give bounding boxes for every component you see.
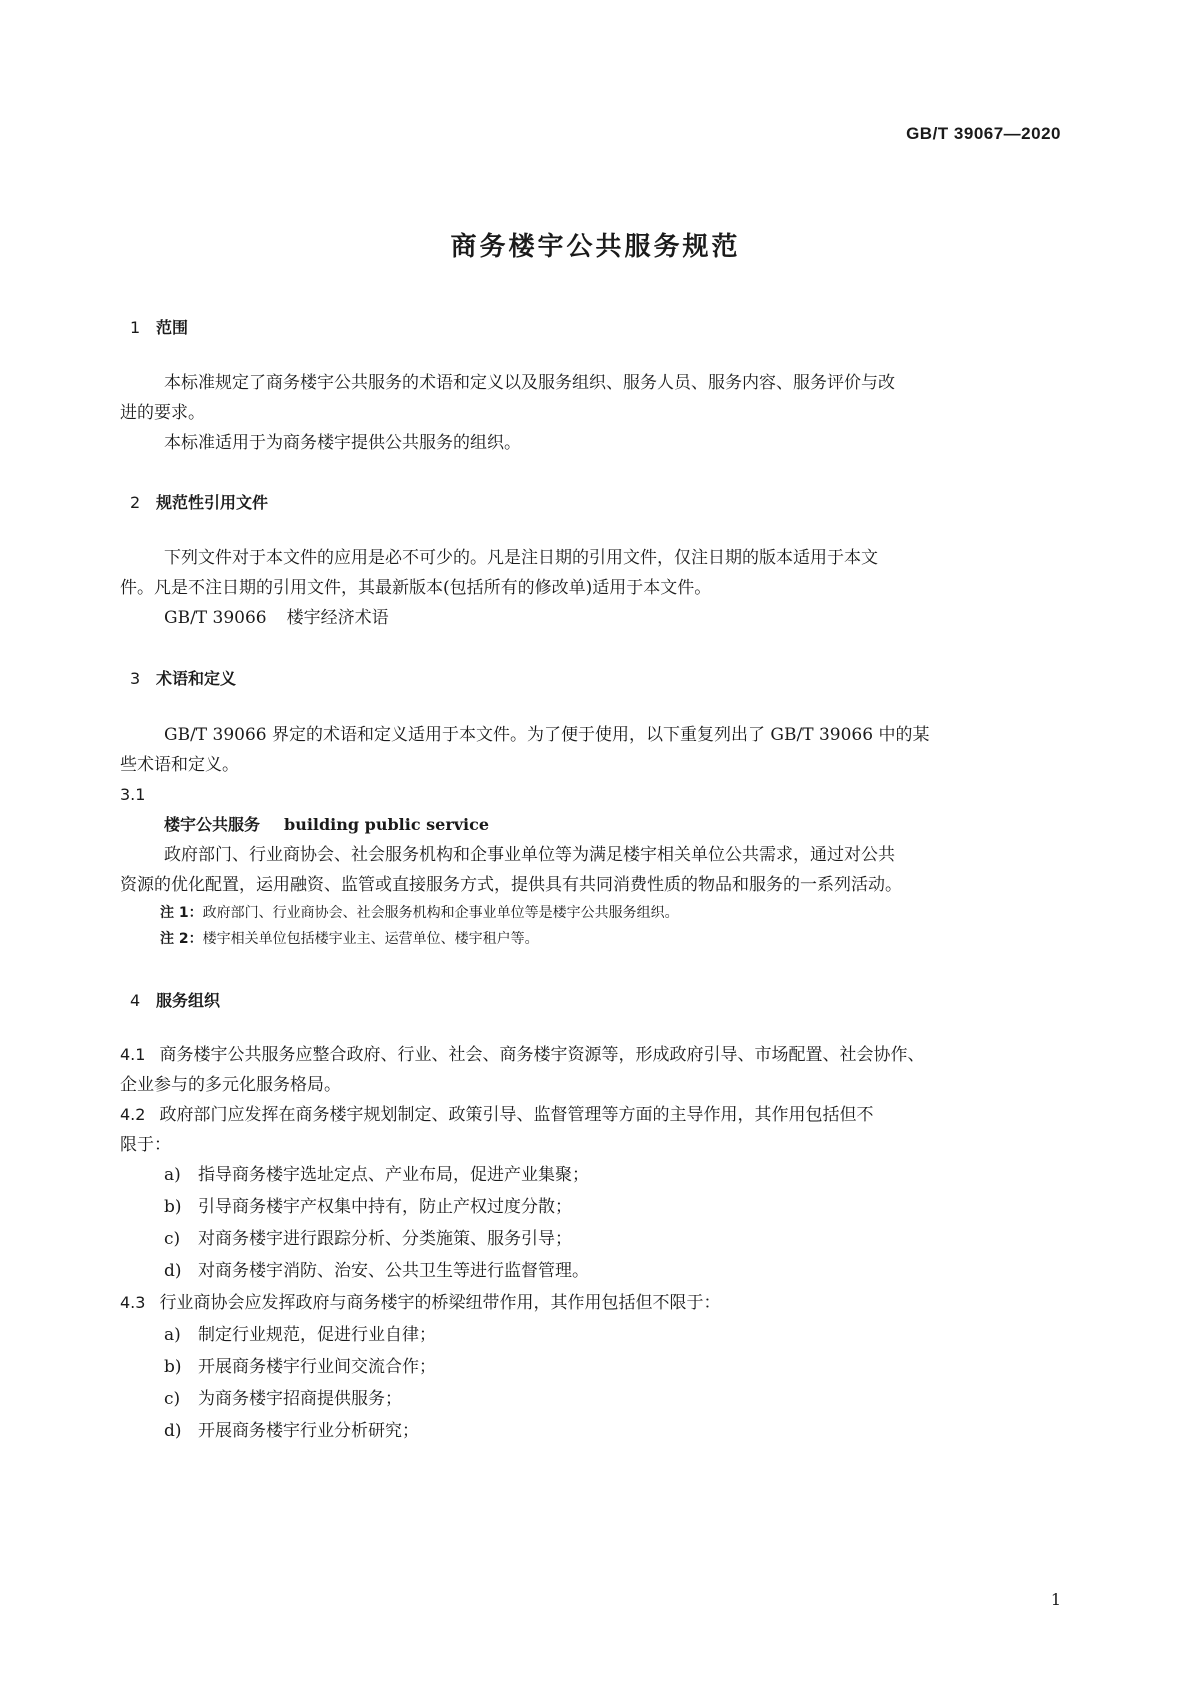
section-number: 1 xyxy=(130,318,141,337)
section-3-heading xyxy=(130,666,236,689)
term-english: building public service xyxy=(284,815,490,834)
term-definition-line-1: 政府部门、行业商协会、社会服务机构和企事业单位等为满足楼宇相关单位公共需求，通过对公共 xyxy=(164,845,895,865)
section-1-heading xyxy=(130,315,188,338)
note-label: 注 1： xyxy=(160,905,203,921)
section-title: 范围 xyxy=(156,318,189,337)
term-definition-line-2: 资源的优化配置，运用融资、监管或直接服务方式，提供具有共同消费性质的物品和服务的一系列活动。 xyxy=(120,875,902,895)
reference-code: GB/T 39066 xyxy=(164,608,267,628)
list-item xyxy=(164,1320,436,1350)
list-item-text: 对商务楼宇进行跟踪分析、分类施策、服务引导； xyxy=(198,1229,572,1249)
list-item-text: 引导商务楼宇产权集中持有，防止产权过度分散； xyxy=(198,1197,572,1217)
term-chinese: 楼宇公共服务 xyxy=(164,815,261,834)
section-title: 规范性引用文件 xyxy=(156,493,269,512)
list-item xyxy=(164,1384,402,1414)
list-item xyxy=(164,1256,589,1286)
list-item-mark: d) xyxy=(164,1261,182,1281)
section-number: 2 xyxy=(130,493,141,512)
clause-4-1-line-1 xyxy=(120,1040,924,1070)
section-3-paragraph-1-line-2: 些术语和定义。 xyxy=(120,755,239,775)
section-number: 3 xyxy=(130,669,141,688)
clause-text: 商务楼宇公共服务应整合政府、行业、社会、商务楼宇资源等，形成政府引导、市场配置、社会协作、 xyxy=(159,1045,925,1065)
term-entry xyxy=(164,810,489,840)
reference-title: 楼宇经济术语 xyxy=(286,608,389,628)
list-item-text: 指导商务楼宇选址定点、产业布局，促进产业集聚； xyxy=(198,1165,589,1185)
page-number: 1 xyxy=(1050,1590,1061,1609)
document-title: 商务楼宇公共服务规范 xyxy=(450,232,741,262)
standard-code: GB/T 39067—2020 xyxy=(906,124,1061,143)
list-item xyxy=(164,1416,419,1446)
normative-reference xyxy=(164,603,389,633)
section-1-paragraph-2: 本标准适用于为商务楼宇提供公共服务的组织。 xyxy=(164,433,521,453)
list-item-mark: a) xyxy=(164,1325,181,1345)
clause-4-2-line-1 xyxy=(120,1100,873,1130)
list-item-mark: b) xyxy=(164,1197,182,1217)
list-item xyxy=(164,1160,589,1190)
note-1 xyxy=(160,902,679,924)
list-item xyxy=(164,1224,572,1254)
note-2 xyxy=(160,928,539,950)
list-item-text: 为商务楼宇招商提供服务； xyxy=(198,1389,402,1409)
clause-4-3-line-1 xyxy=(120,1288,720,1318)
list-item xyxy=(164,1352,436,1382)
section-2-paragraph-1-line-2: 件。凡是不注日期的引用文件，其最新版本(包括所有的修改单)适用于本文件。 xyxy=(120,578,712,598)
section-4-heading xyxy=(130,988,220,1011)
section-1-paragraph-1-line-2: 进的要求。 xyxy=(120,403,205,423)
clause-number: 4.1 xyxy=(120,1045,146,1064)
clause-number: 4.2 xyxy=(120,1105,146,1124)
list-item xyxy=(164,1192,572,1222)
list-item-mark: a) xyxy=(164,1165,181,1185)
section-2-heading xyxy=(130,490,268,513)
clause-4-1-line-2: 企业参与的多元化服务格局。 xyxy=(120,1075,341,1095)
list-item-text: 开展商务楼宇行业间交流合作； xyxy=(198,1357,436,1377)
term-number: 3.1 xyxy=(120,785,146,804)
section-1-paragraph-1-line-1: 本标准规定了商务楼宇公共服务的术语和定义以及服务组织、服务人员、服务内容、服务评价与改 xyxy=(164,373,895,393)
clause-4-2-line-2: 限于： xyxy=(120,1135,171,1155)
section-2-paragraph-1-line-1: 下列文件对于本文件的应用是必不可少的。凡是注日期的引用文件，仅注日期的版本适用于本文 xyxy=(164,548,878,568)
note-label: 注 2： xyxy=(160,931,203,947)
list-item-text: 开展商务楼宇行业分析研究； xyxy=(198,1421,419,1441)
list-item-mark: c) xyxy=(164,1229,181,1249)
list-item-mark: d) xyxy=(164,1421,182,1441)
clause-text: 行业商协会应发挥政府与商务楼宇的桥梁纽带作用，其作用包括但不限于： xyxy=(159,1293,721,1313)
section-3-paragraph-1-line-1: GB/T 39066 界定的术语和定义适用于本文件。为了便于使用，以下重复列出了 GB/T 39066 中的某 xyxy=(164,725,930,745)
list-item-text: 制定行业规范，促进行业自律； xyxy=(198,1325,436,1345)
note-text: 楼宇相关单位包括楼宇业主、运营单位、楼宇租户等。 xyxy=(202,931,539,947)
list-item-mark: c) xyxy=(164,1389,181,1409)
section-title: 服务组织 xyxy=(156,991,221,1010)
section-title: 术语和定义 xyxy=(156,669,237,688)
clause-text: 政府部门应发挥在商务楼宇规划制定、政策引导、监督管理等方面的主导作用，其作用包括但不 xyxy=(159,1105,874,1125)
list-item-text: 对商务楼宇消防、治安、公共卫生等进行监督管理。 xyxy=(198,1261,589,1281)
section-number: 4 xyxy=(130,991,141,1010)
clause-number: 4.3 xyxy=(120,1293,146,1312)
note-text: 政府部门、行业商协会、社会服务机构和企事业单位等是楼宇公共服务组织。 xyxy=(202,905,679,921)
list-item-mark: b) xyxy=(164,1357,182,1377)
